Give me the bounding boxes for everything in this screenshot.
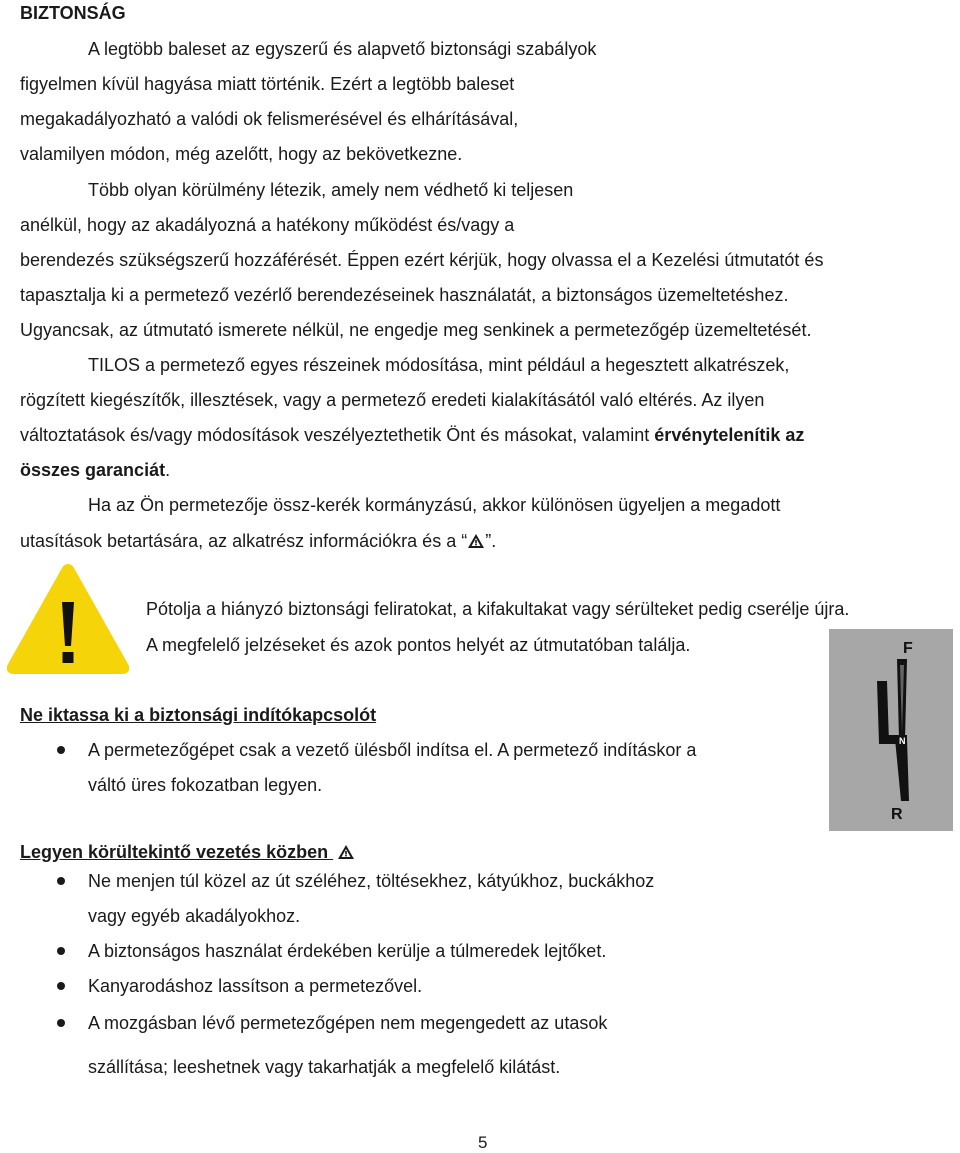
bullet-dot <box>57 1019 65 1027</box>
para1-line: A legtöbb baleset az egyszerű és alapvető biztonsági szabályok <box>88 39 597 59</box>
list-item-continuation: vagy egyéb akadályokhoz. <box>88 906 301 926</box>
para1-line: figyelmen kívül hagyása miatt történik. Ezért a legtöbb baleset <box>20 74 515 94</box>
list-item: A permetezőgépet csak a vezető ülésből indítsa el. A permetező indításkor a <box>88 740 697 760</box>
bullet-dot <box>57 947 65 955</box>
para2-line: tapasztalja ki a permetező vezérlő berendezéseinek használatát, a biztonságos üzemeltetéshez. <box>20 285 789 305</box>
warning-triangle-icon <box>337 844 355 860</box>
para3-line: rögzített kiegészítők, illesztések, vagy a permetező eredeti kialakításától való eltérés. Az ilyen <box>20 390 765 410</box>
gear-shift-icon <box>829 629 953 831</box>
para4-line: Ha az Ön permetezője össz-kerék kormányzású, akkor különösen ügyeljen a megadott <box>88 495 781 515</box>
starter-heading: Ne iktassa ki a biztonsági indítókapcsolót <box>20 705 377 725</box>
gear-label-reverse: R <box>891 806 903 823</box>
gear-label-forward: F <box>903 640 913 657</box>
driving-heading: Legyen körültekintő vezetés közben <box>20 842 355 863</box>
para3-line: TILOS a permetező egyes részeinek módosítása, mint például a hegesztett alkatrészek, <box>88 355 790 375</box>
list-item: Ne menjen túl közel az út széléhez, töltésekhez, kátyúkhoz, buckákhoz <box>88 871 655 891</box>
para2-line: Ugyancsak, az útmutató ismerete nélkül, ne engedje meg senkinek a permetezőgép üzemeltetését. <box>20 320 812 340</box>
warning-text-line: A megfelelő jelzéseket és azok pontos helyét az útmutatóban találja. <box>146 635 691 655</box>
para3-normal-text: változtatások és/vagy módosítások veszélyeztethetik Önt és másokat, valamint <box>20 425 655 445</box>
warning-text-line: Pótolja a hiányzó biztonsági feliratokat, a kifakultakat vagy sérülteket pedig cserélje újra. <box>146 599 850 619</box>
page-number: 5 <box>478 1133 488 1152</box>
list-item: Kanyarodáshoz lassítson a permetezővel. <box>88 976 423 996</box>
para3-bold-text: érvénytelenítik az <box>654 425 805 445</box>
list-item: A biztonságos használat érdekében kerülje a túlmeredek lejtőket. <box>88 941 607 961</box>
bullet-dot <box>57 877 65 885</box>
warning-triangle-icon <box>467 533 485 549</box>
para4-line: utasítások betartására, az alkatrész információkra és a “ ”. <box>20 531 497 551</box>
para3-line: összes garanciát. <box>20 460 171 480</box>
para2-line: anélkül, hogy az akadályozná a hatékony működést és/vagy a <box>20 215 515 235</box>
para1-line: megakadályozható a valódi ok felismerésével és elhárításával, <box>20 109 519 129</box>
para1-line: valamilyen módon, még azelőtt, hogy az bekövetkezne. <box>20 144 463 164</box>
section-title: BIZTONSÁG <box>20 3 126 23</box>
warning-sign-icon <box>4 560 132 678</box>
gear-label-neutral: N <box>899 736 906 746</box>
bullet-dot <box>57 982 65 990</box>
bullet-dot <box>57 746 65 754</box>
warranty-void-text: összes garanciát <box>20 460 166 480</box>
list-item-continuation: váltó üres fokozatban legyen. <box>88 775 323 795</box>
para3-line <box>20 424 804 446</box>
para2-line: Több olyan körülmény létezik, amely nem védhető ki teljesen <box>88 180 574 200</box>
list-item-continuation: szállítása; leeshetnek vagy takarhatják a megfelelő kilátást. <box>88 1057 561 1077</box>
gear-shift-diagram <box>829 629 953 831</box>
para2-line: berendezés szükségszerű hozzáférését. Éppen ezért kérjük, hogy olvassa el a Kezelési útmutatót és <box>20 250 824 270</box>
list-item: A mozgásban lévő permetezőgépen nem megengedett az utasok <box>88 1013 608 1033</box>
